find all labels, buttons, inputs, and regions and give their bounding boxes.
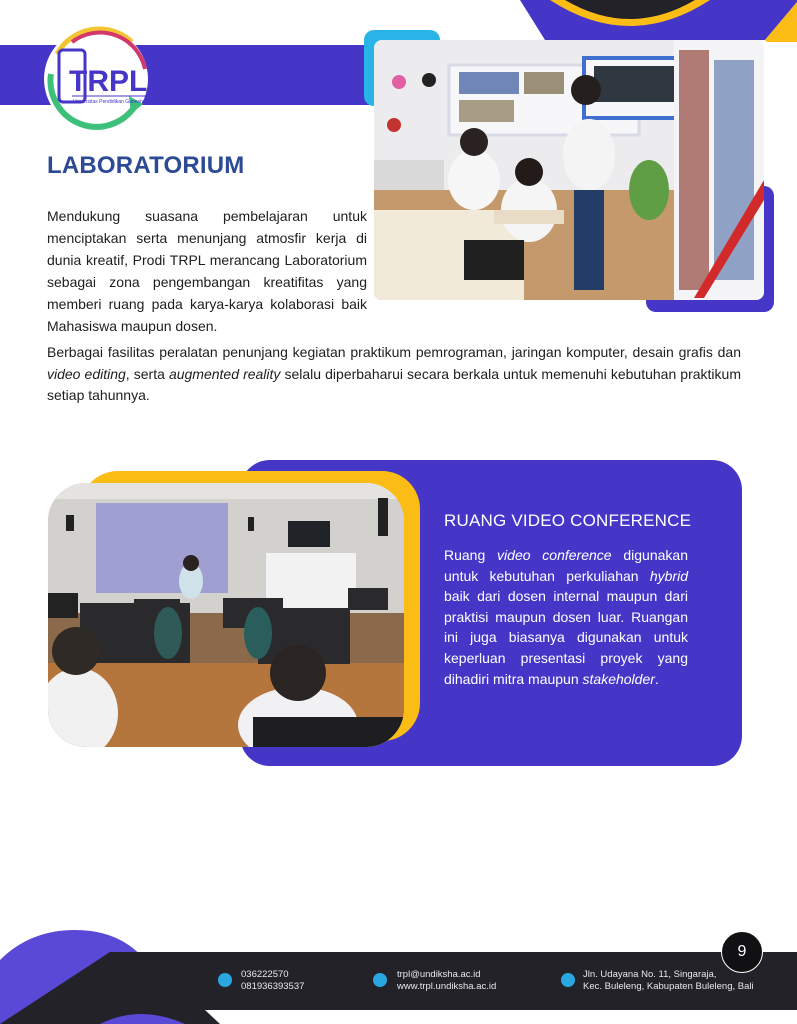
italic-text: video editing — [47, 365, 126, 382]
laboratorium-paragraph-1: Mendukung suasana pembelajaran untuk menciptakan serta menunjang atmosfir kerja di dunia kreatif, Prodi TRPL merancang Laboratorium sebagai zona pengembangan kreatifitas yang memberi ruang pada karya-karya kolaborasi baik Mahasiswa maupun dosen. — [47, 208, 367, 334]
text-run: baik dari dosen internal maupun dari praktisi maupun dosen luar. Ruangan ini juga biasanya digunakan untuk keperluan presentasi proyek yang dihadiri mitra maupun — [444, 588, 688, 687]
phone-icon — [218, 973, 232, 987]
trpl-logo — [37, 24, 155, 134]
logo-subtext: Universitas Pendidikan Ganesha — [73, 99, 146, 105]
logo-text: TRPL — [69, 65, 148, 98]
website-link[interactable]: www.trpl.undiksha.ac.id — [397, 981, 497, 992]
phone-number-1: 036222570 — [241, 969, 289, 980]
email-link[interactable]: trpl@undiksha.ac.id — [397, 969, 481, 980]
phone-number-2: 081936393537 — [241, 981, 305, 992]
text-run: , serta — [125, 365, 169, 382]
italic-text: augmented reality — [168, 365, 281, 382]
address-line-2: Kec. Buleleng, Kabupaten Buleleng, Bali — [583, 981, 754, 992]
email-icon — [373, 973, 387, 987]
video-conference-text — [444, 545, 688, 689]
text-run: selalu diperbaharui secara berkala untuk memenuhi kebutuhan praktikum setiap tahunnya. — [47, 365, 741, 403]
location-pin-icon — [561, 973, 575, 987]
text-run: digunakan untuk kebutuhan perkuliahan — [444, 547, 688, 584]
video-conference-photo — [48, 483, 404, 747]
laboratorium-photo — [374, 40, 764, 300]
italic-text: hybrid — [649, 567, 688, 584]
page-number: 9 — [721, 931, 763, 973]
text-run: . — [654, 670, 659, 687]
text-run: Ruang — [444, 547, 498, 563]
italic-text: video conference — [497, 547, 612, 563]
text-run: Berbagai fasilitas peralatan penunjang kegiatan praktikum pemrograman, jaringan komputer, desain grafis dan — [47, 344, 741, 360]
header-corner-decoration — [520, 0, 797, 42]
italic-text: stakeholder — [582, 670, 655, 687]
laboratorium-paragraph-2 — [47, 342, 741, 407]
laboratorium-title: LABORATORIUM — [47, 152, 245, 179]
address-line-1: Jln. Udayana No. 11, Singaraja, — [583, 969, 717, 980]
video-conference-title: RUANG VIDEO CONFERENCE — [444, 511, 692, 530]
